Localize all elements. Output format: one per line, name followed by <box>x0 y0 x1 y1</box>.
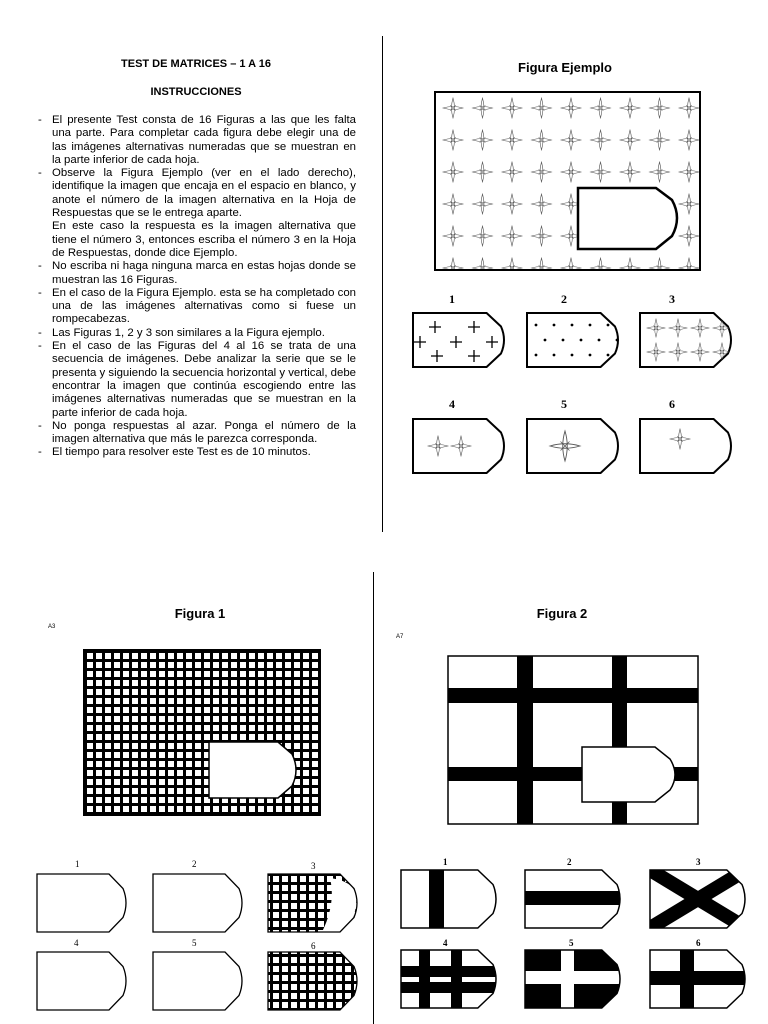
ejemplo-option-2-number: 2 <box>561 292 567 306</box>
figura-1-title: Figura 1 <box>174 606 226 621</box>
figura-2-code: A7 <box>396 634 404 640</box>
fig1-option-6-number: 6 <box>311 941 316 951</box>
fig2-option-2[interactable] <box>525 870 621 928</box>
fig1-option-5-number: 5 <box>192 938 197 948</box>
fig1-option-3-number: 3 <box>311 861 316 871</box>
fig1-option-4-number: 4 <box>74 938 79 948</box>
fig1-option-4[interactable] <box>37 952 126 1010</box>
fig1-option-1[interactable] <box>37 874 126 932</box>
instruction-item: - No ponga respuestas al azar. Ponga el número de la imagen alternativa que más le parezca corresponda. <box>38 419 356 446</box>
fig1-option-2[interactable] <box>153 874 242 932</box>
fig2-option-3[interactable] <box>650 870 746 928</box>
ejemplo-option-3-number: 3 <box>669 292 675 306</box>
fig2-option-1[interactable] <box>401 870 496 928</box>
figura-2-title: Figura 2 <box>536 606 588 621</box>
fig2-option-2-number: 2 <box>567 857 572 867</box>
fig2-option-6-number: 6 <box>696 938 701 948</box>
fig2-option-5-number: 5 <box>569 938 574 948</box>
instruction-item: - El presente Test consta de 16 Figuras a las que les falta una parte. Para completar cada figura debe elegir una de las imágenes alternativas numeradas que se muestran en la parte inferior de cada hoja. <box>38 114 356 166</box>
fig2-option-3-number: 3 <box>696 857 701 867</box>
fig2-option-5[interactable] <box>525 950 621 1008</box>
ejemplo-option-5-number: 5 <box>561 397 567 411</box>
ejemplo-option-6-number: 6 <box>669 397 675 411</box>
instruction-item: - En el caso de la Figura Ejemplo. esta se ha completado con una de las imágenes alternativas como si fuese un rompecabezas. <box>38 286 356 326</box>
fig2-option-4[interactable] <box>401 950 497 1008</box>
instruction-item: - Las Figuras 1, 2 y 3 son similares a la Figura ejemplo. <box>38 326 325 339</box>
instruction-item: - En el caso de las Figuras del 4 al 16 se trata de una secuencia de imágenes. Debe analizar la serie que se le presenta y siguiendo la secuencia horizontal y vertical, debe encontrar la imagen que continúa escogiendo entre las imágenes alternativas numeradas que se muestran en la parte inferior de cada hoja. <box>38 340 356 419</box>
instruction-item: En este caso la respuesta es la imagen alternativa que tiene el número 3, entonces escriba el número 3 en la Hoja de Respuestas, donde dice Ejemplo. <box>52 220 356 259</box>
instruction-item: - Observe la Figura Ejemplo (ver en el lado derecho), identifique la imagen que encaja en el espacio en blanco, y anote el número de la imagen alternativa en la Hoja de Respuestas que se le entrega aparte. <box>38 167 356 220</box>
fig1-option-3[interactable] <box>268 874 357 932</box>
fig1-option-2-number: 2 <box>192 859 197 869</box>
fig2-option-6[interactable] <box>650 950 746 1008</box>
instruction-item: - No escriba ni haga ninguna marca en estas hojas donde se muestran las 16 Figuras. <box>38 260 356 286</box>
instruction-item: - El tiempo para resolver este Test es de 10 minutos. <box>38 446 311 459</box>
fig2-option-1-number: 1 <box>443 857 448 867</box>
test-title: TEST DE MATRICES – 1 A 16 <box>121 58 271 70</box>
ejemplo-option-1-number: 1 <box>449 292 455 306</box>
figura-1-code: A3 <box>48 624 56 630</box>
fig1-option-5[interactable] <box>153 952 242 1010</box>
ejemplo-option-4-number: 4 <box>449 397 455 411</box>
instructions-heading: INSTRUCCIONES <box>150 86 242 98</box>
fig2-option-4-number: 4 <box>443 938 448 948</box>
figura-ejemplo-title: Figura Ejemplo <box>518 60 612 75</box>
fig1-option-1-number: 1 <box>75 859 80 869</box>
fig1-option-6[interactable] <box>268 952 357 1010</box>
